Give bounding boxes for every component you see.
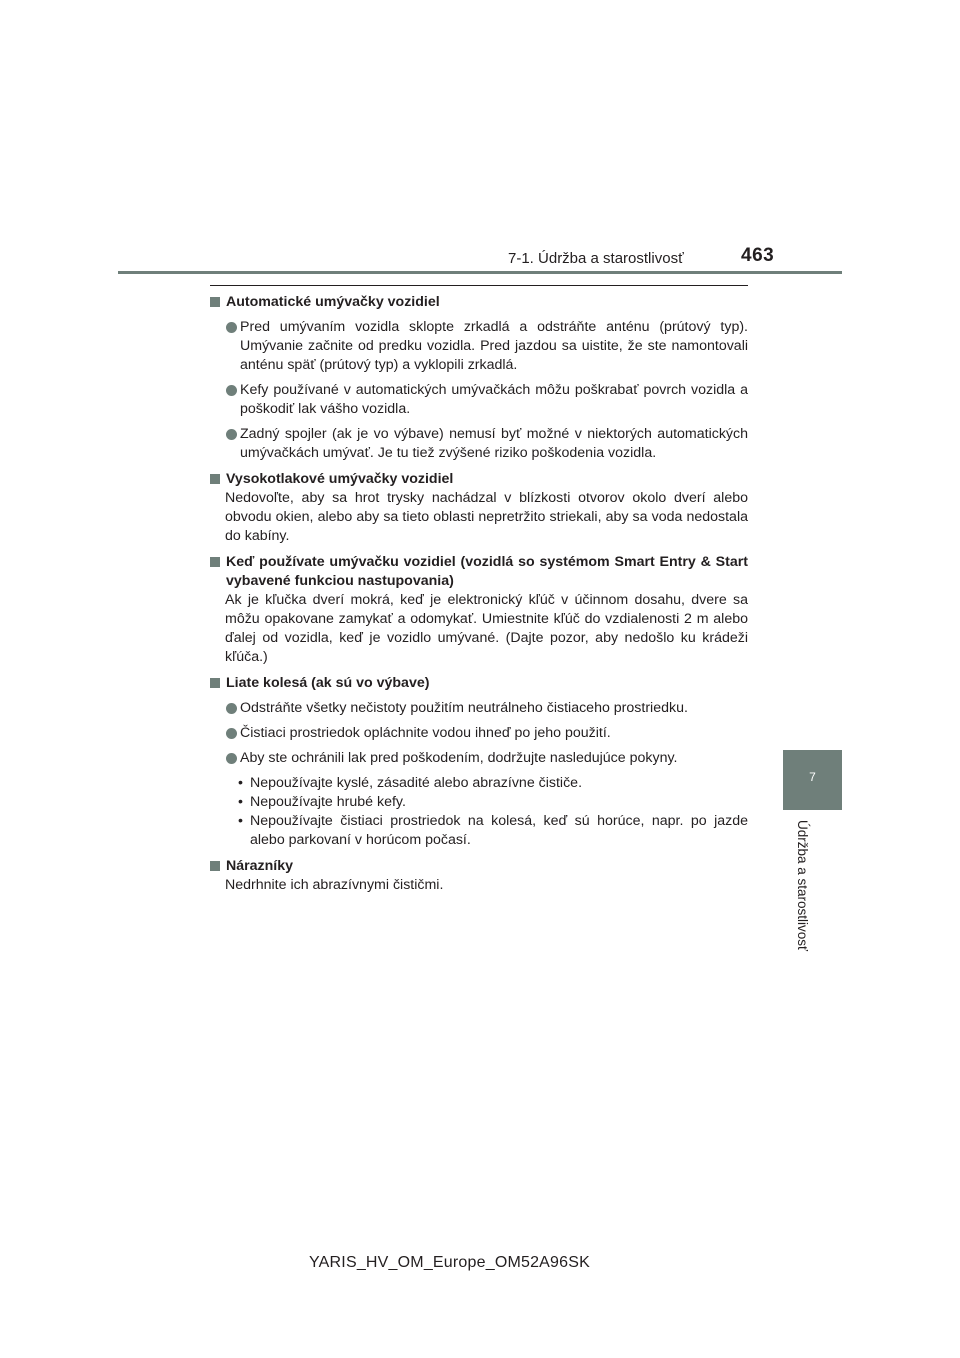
round-bullet-icon [226, 385, 237, 396]
paragraph: Nedovoľte, aby sa hrot trysky nachádzal v blízkosti otvorov okolo dverí alebo obvodu okien, alebo aby sa tieto oblasti nepretržito striekali, aby sa voda nedostala do kabíny. [225, 490, 748, 544]
round-bullet-icon [226, 429, 237, 440]
list-item: Pred umývaním vozidla sklopte zrkadlá a odstráňte anténu (prútový typ). Umývanie začnite od predku vozidla. Pred jazdou sa uistite, že ste namontovali anténu späť (prútový typ) a vyklopili zrkadlá. [210, 318, 748, 375]
round-bullet-icon [226, 753, 237, 764]
document-code: YARIS_HV_OM_Europe_OM52A96SK [309, 1254, 590, 1271]
list-item: Kefy používané v automatických umývačkách môžu poškrabať povrch vozidla a poškodiť lak vášho vozidla. [210, 381, 748, 419]
square-bullet-icon [210, 474, 220, 484]
content-divider [210, 285, 748, 286]
page-number: 463 [741, 245, 775, 266]
paragraph: Ak je kľučka dverí mokrá, keď je elektronický kľúč v účinnom dosahu, dvere sa môžu opakovane zamykať a odomykať. Umiestnite kľúč do vzdialenosti 2 m alebo ďalej od vozidla, keď je vozidlo umývané. (Dajte pozor, aby nedošlo ku krádeži kľúča.) [225, 592, 748, 665]
chapter-number: 7 [809, 770, 816, 784]
section-heading: Keď používate umývačku vozidiel (vozidlá so systémom Smart Entry & Start vybavené funkciou nastupovania) [210, 553, 748, 591]
sub-list-item: • Nepoužívajte čistiaci prostriedok na kolesá, keď sú horúce, napr. po jazde alebo parkovaní v horúcom počasí. [238, 813, 748, 848]
square-bullet-icon [210, 861, 220, 871]
round-bullet-icon [226, 322, 237, 333]
list-item: Zadný spojler (ak je vo výbave) nemusí byť možné v niektorých automatických umývačkách umývať. Je tu tiež zvýšené riziko poškodenia vozidla. [210, 425, 748, 463]
page-content [210, 293, 748, 895]
list-item: Aby ste ochránili lak pred poškodením, dodržujte nasledujúce pokyny. [210, 749, 748, 768]
square-bullet-icon [210, 557, 220, 567]
round-bullet-icon [226, 703, 237, 714]
square-bullet-icon [210, 678, 220, 688]
list-item: Odstráňte všetky nečistoty použitím neutrálneho čistiaceho prostriedku. [210, 699, 748, 718]
section-heading: Liate kolesá (ak sú vo výbave) [210, 674, 748, 693]
header-divider [118, 271, 842, 274]
list-item: Čistiaci prostriedok opláchnite vodou ihneď po jeho použití. [210, 724, 748, 743]
section-heading: Automatické umývačky vozidiel [210, 293, 748, 312]
section-title: 7-1. Údržba a starostlivosť [508, 250, 684, 267]
sub-list-item: • Nepoužívajte hrubé kefy. [238, 794, 406, 810]
section-heading: Vysokotlakové umývačky vozidiel [210, 470, 748, 489]
section-heading: Nárazníky [210, 857, 748, 876]
sub-list-item: • Nepoužívajte kyslé, zásadité alebo abrazívne čističe. [238, 775, 583, 791]
square-bullet-icon [210, 297, 220, 307]
chapter-tab [783, 750, 842, 810]
paragraph: Nedrhnite ich abrazívnymi čističmi. [225, 877, 444, 893]
round-bullet-icon [226, 728, 237, 739]
chapter-label: Údržba a starostlivosť [795, 820, 810, 952]
